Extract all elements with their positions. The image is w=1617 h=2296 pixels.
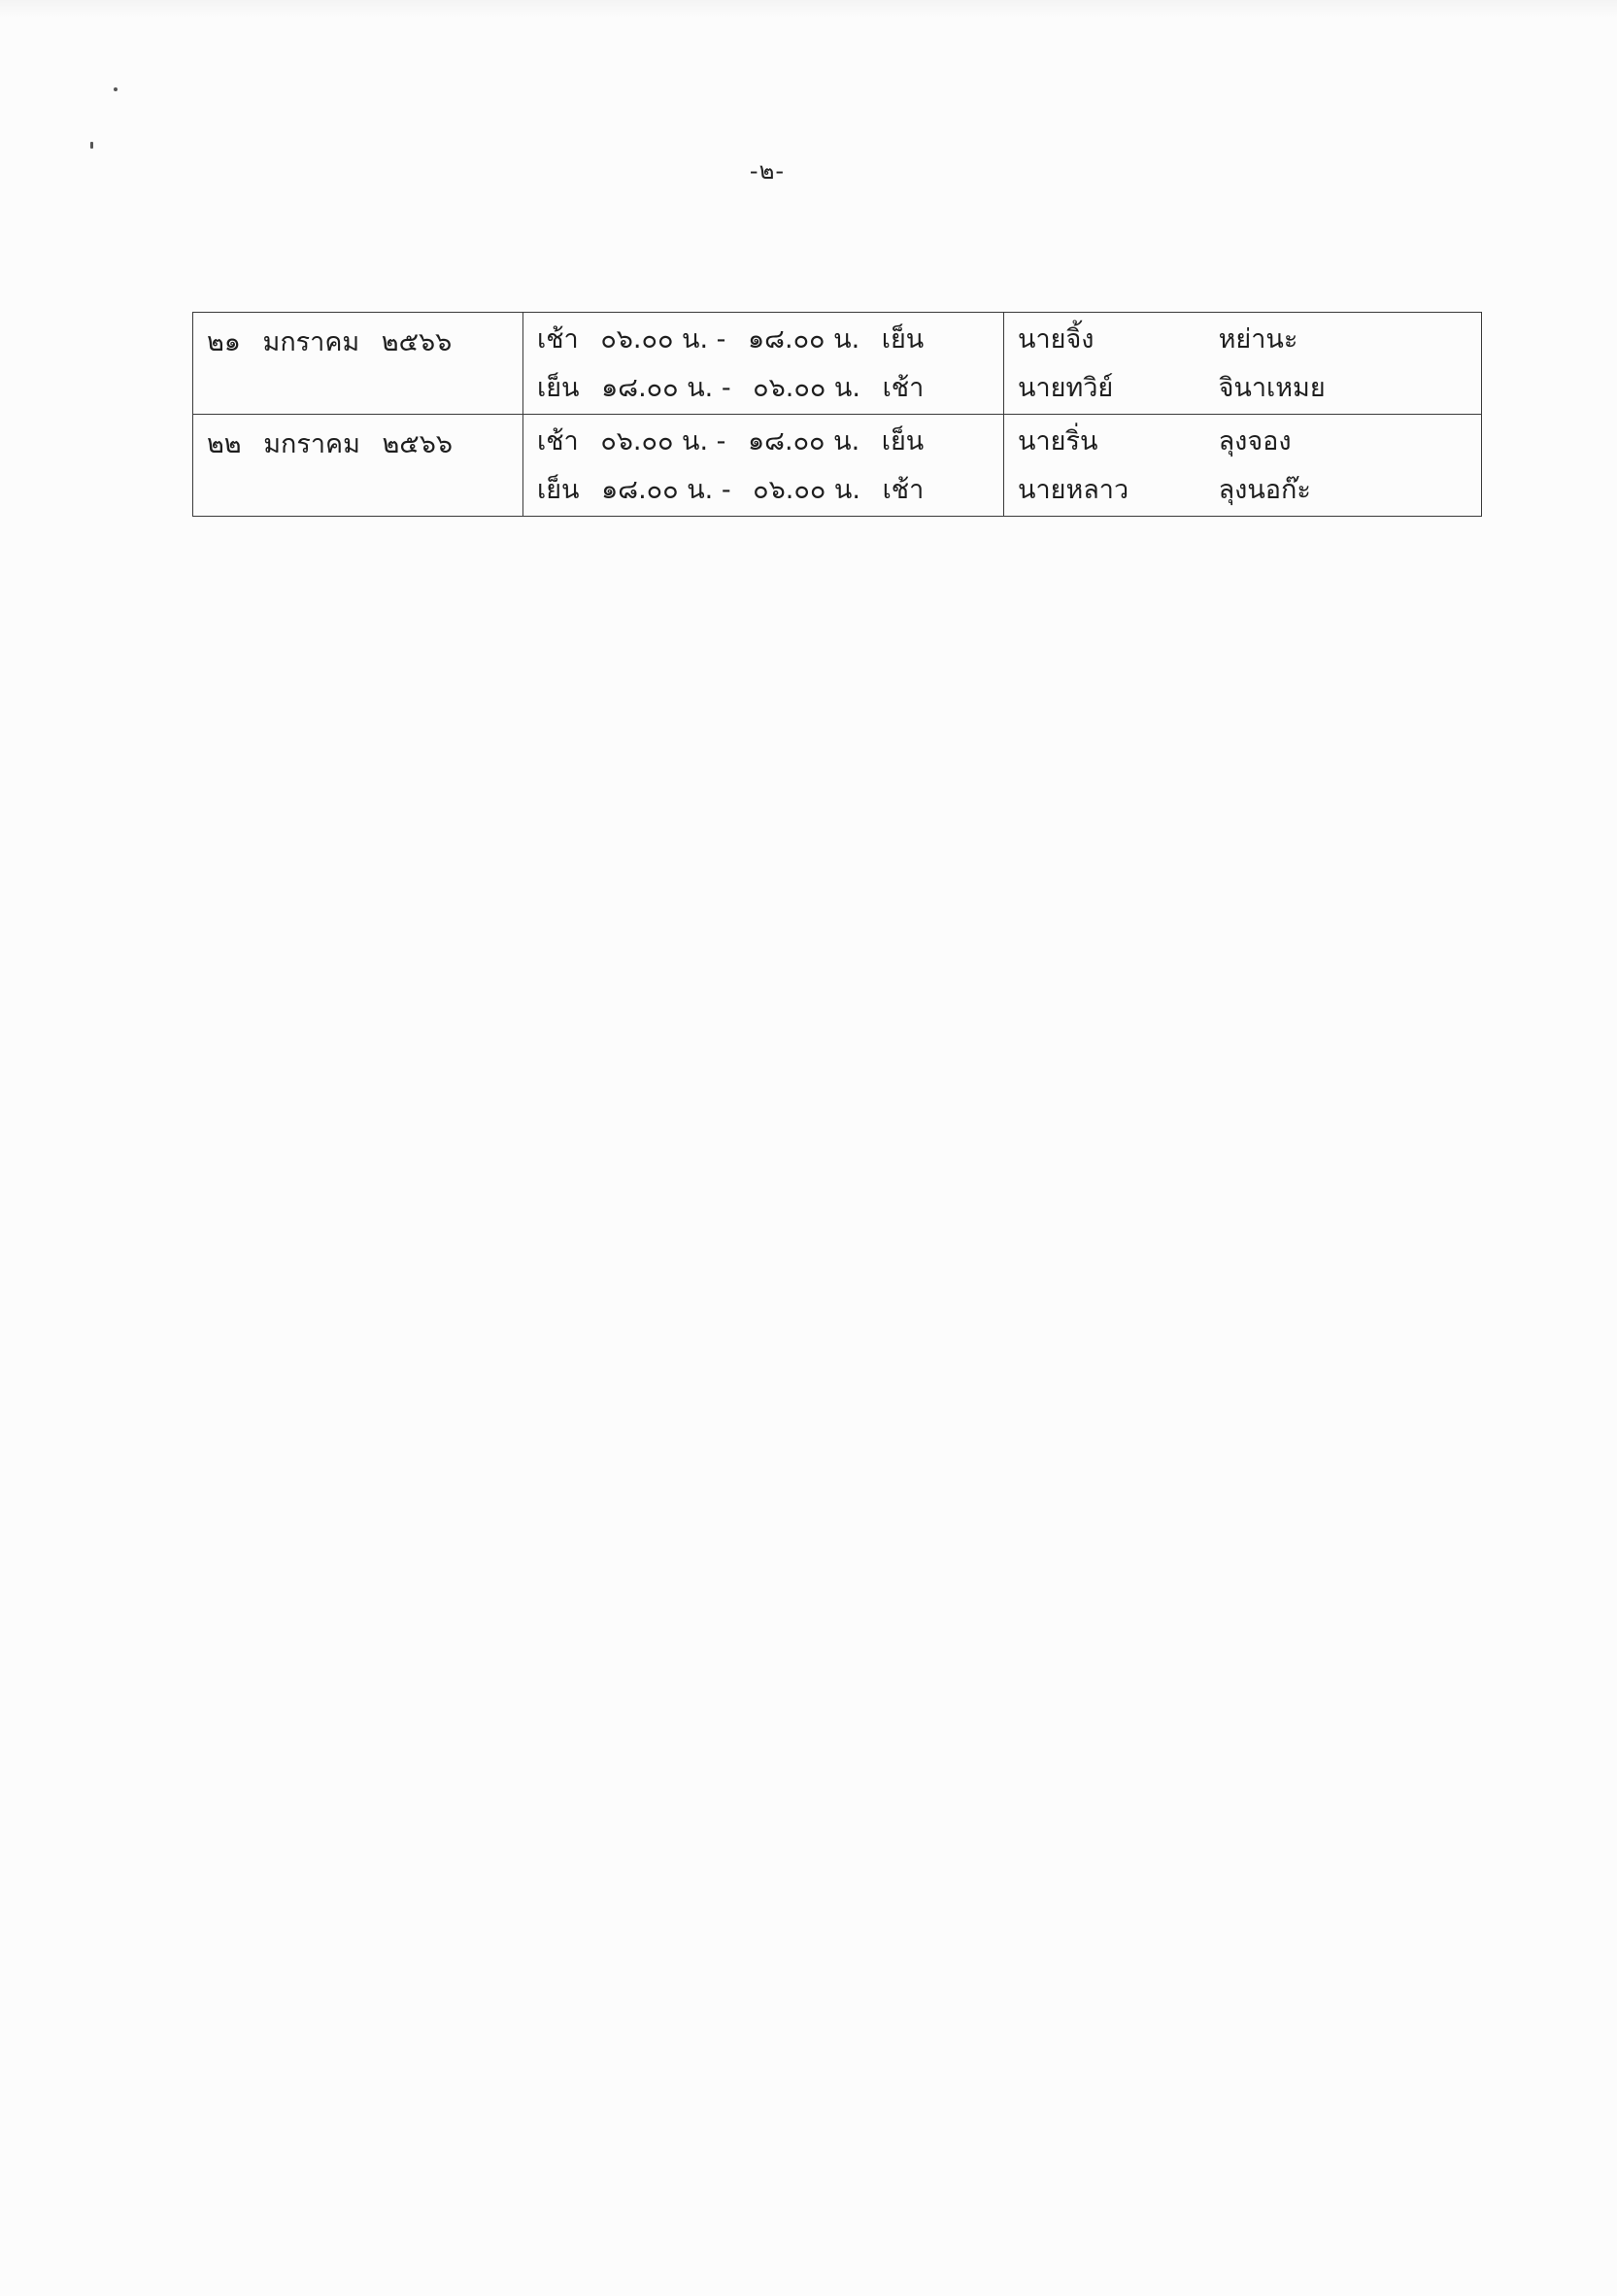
staff-first-name: นายจิ้ง [1018, 324, 1095, 355]
staff-line [1018, 419, 1481, 467]
shift-to-label: เย็น [881, 426, 925, 456]
shift-to-label: เย็น [881, 324, 925, 355]
table-row [193, 313, 1482, 415]
date-month: มกราคม [262, 327, 360, 357]
shift-to-label: เช้า [882, 475, 925, 505]
shift-end: ๐๖.๐๐ น. [753, 373, 860, 403]
shift-end: ๑๘.๐๐ น. [748, 426, 860, 456]
staff-line [1018, 365, 1481, 414]
date-cell [193, 415, 523, 517]
date-month: มกราคม [263, 429, 360, 459]
date-year: ๒๕๖๖ [382, 429, 453, 459]
staff-line [1018, 467, 1481, 516]
shift-line [537, 317, 1003, 365]
staff-last-name: จินาเหมย [1218, 373, 1326, 403]
shift-start: ๑๘.๐๐ น. - [601, 373, 731, 403]
date-day: ๒๑ [207, 327, 241, 357]
shift-start: ๐๖.๐๐ น. - [600, 324, 726, 355]
table-row [193, 415, 1482, 517]
staff-first-name: นายหลาว [1018, 475, 1129, 505]
shift-line [537, 419, 1003, 467]
staff-last-name: ลุงจอง [1218, 426, 1292, 456]
date-year: ๒๕๖๖ [381, 327, 453, 357]
staff-cell [1004, 415, 1482, 517]
shift-from-label: เช้า [537, 426, 579, 456]
scan-speck [90, 142, 93, 149]
staff-last-name: ลุงนอก๊ะ [1218, 475, 1311, 505]
shift-cell [523, 415, 1004, 517]
shift-end: ๐๖.๐๐ น. [753, 475, 860, 505]
shift-from-label: เย็น [537, 373, 580, 403]
shift-cell [523, 313, 1004, 415]
date-day: ๒๒ [207, 429, 242, 459]
shift-line [537, 467, 1003, 516]
shift-line [537, 365, 1003, 414]
shift-to-label: เช้า [882, 373, 925, 403]
staff-last-name: หย่านะ [1218, 324, 1298, 355]
page-number: -๒- [749, 157, 786, 185]
scan-speck [114, 87, 118, 91]
staff-line [1018, 317, 1481, 365]
duty-schedule-table [192, 312, 1482, 517]
shift-from-label: เช้า [537, 324, 579, 355]
staff-first-name: นายริ่น [1018, 426, 1098, 456]
date-cell [193, 313, 523, 415]
staff-cell [1004, 313, 1482, 415]
shift-end: ๑๘.๐๐ น. [748, 324, 860, 355]
shift-from-label: เย็น [537, 475, 580, 505]
shift-start: ๑๘.๐๐ น. - [601, 475, 731, 505]
staff-first-name: นายทวิย์ [1018, 373, 1114, 403]
shift-start: ๐๖.๐๐ น. - [600, 426, 726, 456]
